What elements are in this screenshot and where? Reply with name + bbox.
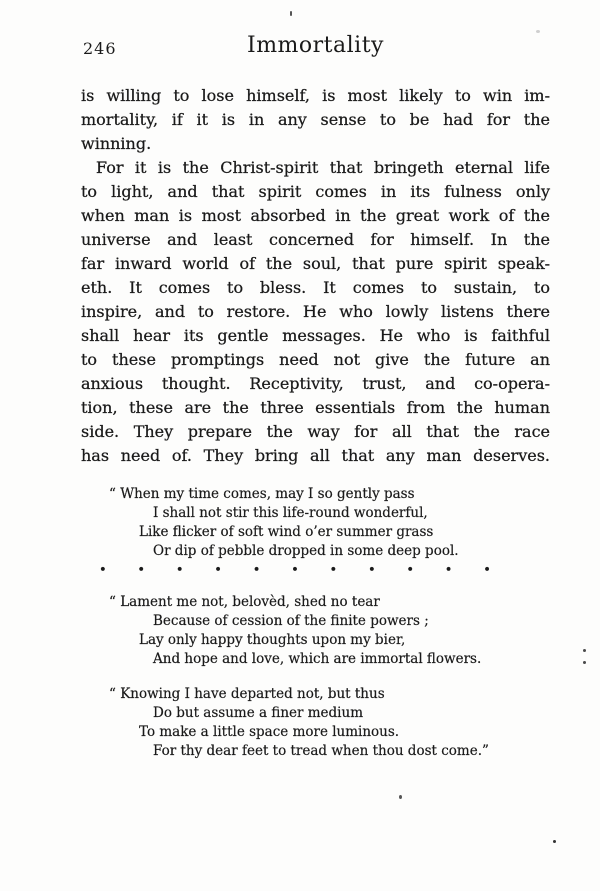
poem-line: To make a little space more luminous. <box>139 724 400 740</box>
page-title: Immortality <box>247 33 384 58</box>
separator-dot: • <box>214 563 222 578</box>
separator-dot: • <box>291 563 299 578</box>
poem-line: “ Lament me not, belovèd, shed no tear <box>109 594 380 610</box>
body-line: is willing to lose himself, is most likely to win im- <box>81 86 550 105</box>
poem-line: Because of cession of the finite powers ; <box>153 613 429 629</box>
separator-dot: • <box>444 563 453 578</box>
separator-dot: • <box>137 563 146 578</box>
body-line: when man is most absorbed in the great work of the <box>81 206 550 225</box>
body-line: far inward world of the soul, that pure spirit speak- <box>81 254 550 273</box>
body-text <box>81 84 550 468</box>
separator-dot: • <box>99 563 107 578</box>
poem-line: I shall not stir this life-round wonderful, <box>153 505 428 521</box>
scan-speck <box>583 649 586 652</box>
scan-speck <box>553 840 556 843</box>
page-header <box>81 33 550 61</box>
body-line: shall hear its gentle messages. He who is faithful <box>81 326 550 345</box>
body-line: eth. It comes to bless. It comes to sustain, to <box>81 278 550 297</box>
separator-dot: • <box>329 563 338 578</box>
scan-speck <box>399 795 402 799</box>
body-line: inspire, and to restore. He who lowly listens there <box>81 302 550 321</box>
body-line: to light, and that spirit comes in its fulness only <box>81 182 550 201</box>
poem-stanza <box>109 593 550 669</box>
poem-block <box>81 485 550 761</box>
poem-line: And hope and love, which are immortal flowers. <box>153 651 482 667</box>
poem-line: Like flicker of soft wind o’er summer grass <box>139 524 434 540</box>
scan-speck <box>536 30 540 33</box>
poem-stanza <box>109 685 550 761</box>
poem-line: “ When my time comes, may I so gently pass <box>109 486 415 502</box>
scan-speck <box>583 661 586 664</box>
separator-dot: • <box>252 563 261 578</box>
body-line: to these promptings need not give the future an <box>81 350 550 369</box>
separator-dot: • <box>367 563 376 578</box>
body-line: tion, these are the three essentials from the human <box>81 398 550 417</box>
body-line: winning. <box>81 134 152 153</box>
poem-stanza <box>109 485 550 561</box>
body-line: mortality, if it is in any sense to be had for the <box>81 110 550 129</box>
stanza-gap <box>109 669 550 685</box>
body-line: For it is the Christ-spirit that bringeth eternal life <box>96 158 550 177</box>
poem-line: Or dip of pebble dropped in some deep pool. <box>153 543 459 559</box>
stanza-separator-dots <box>99 563 491 579</box>
scan-speck <box>290 11 292 16</box>
separator-dot: • <box>406 563 415 578</box>
separator-dot: • <box>483 563 491 578</box>
body-line: has need of. They bring all that any man deserves. <box>81 446 550 465</box>
poem-line: “ Knowing I have departed not, but thus <box>109 686 385 702</box>
poem-line: Do but assume a finer medium <box>153 705 363 721</box>
body-line: universe and least concerned for himself. In the <box>81 230 550 249</box>
separator-dot: • <box>175 563 184 578</box>
page-number: 246 <box>83 39 117 58</box>
body-line: anxious thought. Receptivity, trust, and co-opera- <box>81 374 550 393</box>
poem-line: Lay only happy thoughts upon my bier, <box>139 632 406 648</box>
poem-line: For thy dear feet to tread when thou dost come.” <box>153 743 489 759</box>
body-line: side. They prepare the way for all that the race <box>81 422 550 441</box>
